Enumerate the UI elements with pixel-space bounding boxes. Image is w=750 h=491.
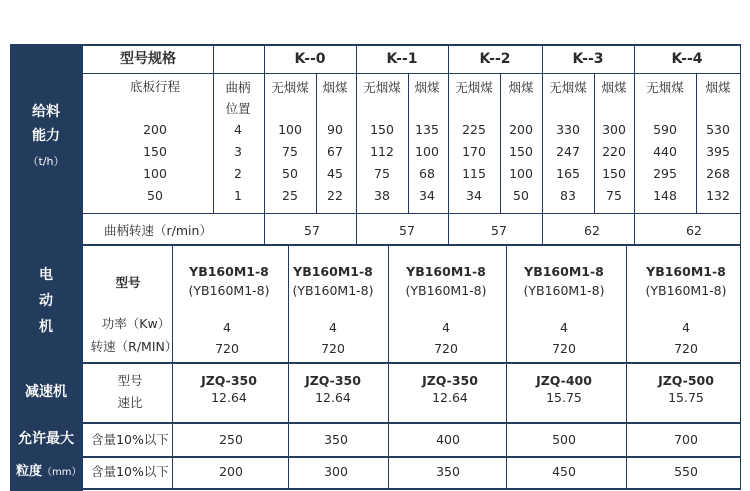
capacity-cell: 75 — [282, 144, 298, 159]
reducer-model: JZQ-400 — [536, 373, 592, 388]
capacity-cell: 38 — [374, 188, 390, 203]
capacity-cell: 50 — [513, 188, 529, 203]
reducer-ratio: 15.75 — [546, 390, 582, 405]
reducer-model: JZQ-500 — [658, 373, 714, 388]
motor-speed: 720 — [215, 341, 239, 356]
capacity-cell: 330 — [556, 122, 580, 137]
motor-model: YB160M1-8 — [189, 264, 269, 279]
granularity-value: 200 — [219, 464, 243, 479]
stroke-value: 50 — [147, 188, 163, 203]
model-header: K--3 — [572, 51, 604, 67]
coal-type-header: 烟煤 — [414, 80, 440, 95]
capacity-cell: 220 — [602, 144, 626, 159]
capacity-cell: 100 — [278, 122, 302, 137]
model-header: K--2 — [479, 51, 511, 67]
reducer-model: JZQ-350 — [201, 373, 257, 388]
granularity-value: 350 — [436, 464, 460, 479]
motor-label-line3: 机 — [39, 319, 53, 335]
max-size-value: 500 — [552, 432, 576, 447]
grid-line — [83, 73, 741, 74]
position-value: 1 — [234, 188, 242, 203]
max-size-value: 700 — [674, 432, 698, 447]
grid-line — [542, 44, 543, 244]
capacity-cell: 75 — [374, 166, 390, 181]
granularity-unit: （mm） — [42, 467, 82, 478]
reducer-ratio: 12.64 — [432, 390, 468, 405]
coal-type-header: 烟煤 — [705, 80, 731, 95]
grid-line — [288, 244, 289, 490]
motor-model: YB160M1-8 — [293, 264, 373, 279]
motor-speed: 720 — [321, 341, 345, 356]
capacity-cell: 150 — [602, 166, 626, 181]
capacity-cell: 165 — [556, 166, 580, 181]
grid-line — [594, 73, 595, 213]
capacity-cell: 440 — [653, 144, 677, 159]
max-size-content-label: 含量10%以下 — [91, 432, 169, 447]
capacity-cell: 132 — [706, 188, 730, 203]
max-size-value: 400 — [436, 432, 460, 447]
capacity-cell: 68 — [419, 166, 435, 181]
feed-label-line2: 能力 — [32, 128, 60, 144]
capacity-cell: 150 — [370, 122, 394, 137]
motor-speed: 720 — [434, 341, 458, 356]
capacity-cell: 268 — [706, 166, 730, 181]
reducer-ratio: 15.75 — [668, 390, 704, 405]
capacity-cell: 90 — [327, 122, 343, 137]
capacity-cell: 34 — [419, 188, 435, 203]
grid-line — [213, 44, 214, 214]
motor-model: YB160M1-8 — [406, 264, 486, 279]
capacity-cell: 300 — [602, 122, 626, 137]
grid-line — [696, 73, 697, 213]
capacity-cell: 530 — [706, 122, 730, 137]
motor-power: 4 — [560, 320, 568, 335]
granularity-value: 550 — [674, 464, 698, 479]
granularity-content-label: 含量10%以下 — [91, 464, 169, 479]
motor-power: 4 — [329, 320, 337, 335]
motor-speed-label: 转速（R/MIN） — [90, 339, 178, 354]
granularity-label-text: 粒度 — [16, 464, 43, 479]
table-bottom-border — [10, 488, 741, 490]
capacity-cell: 115 — [462, 166, 486, 181]
motor-model-label: 型号 — [115, 275, 141, 290]
motor-power-label: 功率（Kw） — [101, 316, 171, 331]
coal-type-header: 无烟煤 — [549, 80, 587, 95]
capacity-cell: 170 — [462, 144, 486, 159]
grid-line — [10, 244, 741, 246]
motor-model-alt: (YB160M1-8) — [292, 283, 374, 298]
position-value: 3 — [234, 144, 242, 159]
model-header: K--4 — [671, 51, 703, 67]
coal-type-header: 烟煤 — [508, 80, 534, 95]
motor-power: 4 — [682, 320, 690, 335]
capacity-cell: 50 — [282, 166, 298, 181]
grid-line — [408, 73, 409, 213]
motor-label-line1: 电 — [39, 267, 53, 283]
granularity-value: 300 — [324, 464, 348, 479]
capacity-cell: 25 — [282, 188, 298, 203]
grid-line — [83, 213, 741, 214]
grid-line — [356, 44, 357, 244]
coal-type-header: 无烟煤 — [271, 80, 309, 95]
reducer-ratio: 12.64 — [315, 390, 351, 405]
grid-line — [448, 44, 449, 244]
capacity-cell: 83 — [560, 188, 576, 203]
capacity-cell: 150 — [509, 144, 533, 159]
model-header: K--0 — [294, 51, 326, 67]
position-value: 2 — [234, 166, 242, 181]
crank-position-header-1: 曲柄 — [225, 80, 251, 95]
granularity-label — [16, 464, 82, 481]
motor-model: YB160M1-8 — [524, 264, 604, 279]
capacity-cell: 148 — [653, 188, 677, 203]
motor-power: 4 — [223, 320, 231, 335]
motor-speed: 720 — [552, 341, 576, 356]
capacity-cell: 247 — [556, 144, 580, 159]
table-right-border — [740, 44, 741, 490]
grid-line — [264, 44, 265, 244]
crank-speed-value: 57 — [491, 223, 507, 238]
motor-speed: 720 — [674, 341, 698, 356]
feed-label-line1: 给料 — [32, 104, 60, 120]
position-value: 4 — [234, 122, 242, 137]
grid-line — [388, 244, 389, 490]
grid-line — [500, 73, 501, 213]
reducer-ratio-label: 速比 — [117, 395, 143, 410]
crank-speed-label: 曲柄转速（r/min） — [104, 223, 212, 238]
reducer-ratio: 12.64 — [211, 390, 247, 405]
reducer-model-label: 型号 — [117, 373, 143, 388]
motor-power: 4 — [442, 320, 450, 335]
crank-speed-value: 57 — [304, 223, 320, 238]
max-size-value: 350 — [324, 432, 348, 447]
capacity-cell: 75 — [606, 188, 622, 203]
capacity-cell: 295 — [653, 166, 677, 181]
model-spec-header: 型号规格 — [120, 51, 176, 67]
motor-model-alt: (YB160M1-8) — [188, 283, 270, 298]
coal-type-header: 无烟煤 — [455, 80, 493, 95]
capacity-cell: 200 — [509, 122, 533, 137]
motor-model: YB160M1-8 — [646, 264, 726, 279]
stroke-value: 150 — [143, 144, 167, 159]
capacity-cell: 34 — [466, 188, 482, 203]
grid-line — [10, 422, 741, 424]
grid-line — [10, 456, 741, 458]
feed-label-unit: （t/h） — [27, 155, 65, 168]
crank-speed-value: 57 — [399, 223, 415, 238]
grid-line — [506, 244, 507, 490]
capacity-cell: 67 — [327, 144, 343, 159]
crank-speed-value: 62 — [584, 223, 600, 238]
model-header: K--1 — [386, 51, 418, 67]
plate-stroke-header: 底板行程 — [129, 79, 181, 94]
table-top-border — [10, 44, 741, 46]
reducer-label: 减速机 — [25, 384, 67, 400]
capacity-cell: 225 — [462, 122, 486, 137]
motor-model-alt: (YB160M1-8) — [405, 283, 487, 298]
stroke-value: 200 — [143, 122, 167, 137]
stroke-value: 100 — [143, 166, 167, 181]
capacity-cell: 590 — [653, 122, 677, 137]
capacity-cell: 135 — [415, 122, 439, 137]
coal-type-header: 烟煤 — [322, 80, 348, 95]
crank-speed-value: 62 — [686, 223, 702, 238]
capacity-cell: 395 — [706, 144, 730, 159]
grid-line — [10, 362, 741, 364]
reducer-model: JZQ-350 — [305, 373, 361, 388]
capacity-cell: 100 — [509, 166, 533, 181]
capacity-cell: 100 — [415, 144, 439, 159]
coal-type-header: 无烟煤 — [363, 80, 401, 95]
capacity-cell: 112 — [370, 144, 394, 159]
max-size-label: 允许最大 — [18, 431, 74, 447]
motor-label-line2: 动 — [39, 293, 53, 309]
max-size-value: 250 — [219, 432, 243, 447]
capacity-cell: 45 — [327, 166, 343, 181]
motor-model-alt: (YB160M1-8) — [523, 283, 605, 298]
grid-line — [172, 244, 173, 490]
crank-position-header-2: 位置 — [225, 101, 251, 116]
capacity-cell: 22 — [327, 188, 343, 203]
grid-line — [626, 244, 627, 490]
motor-model-alt: (YB160M1-8) — [645, 283, 727, 298]
granularity-value: 450 — [552, 464, 576, 479]
coal-type-header: 无烟煤 — [646, 80, 684, 95]
grid-line — [634, 44, 635, 244]
reducer-model: JZQ-350 — [422, 373, 478, 388]
grid-line — [316, 73, 317, 213]
coal-type-header: 烟煤 — [601, 80, 627, 95]
